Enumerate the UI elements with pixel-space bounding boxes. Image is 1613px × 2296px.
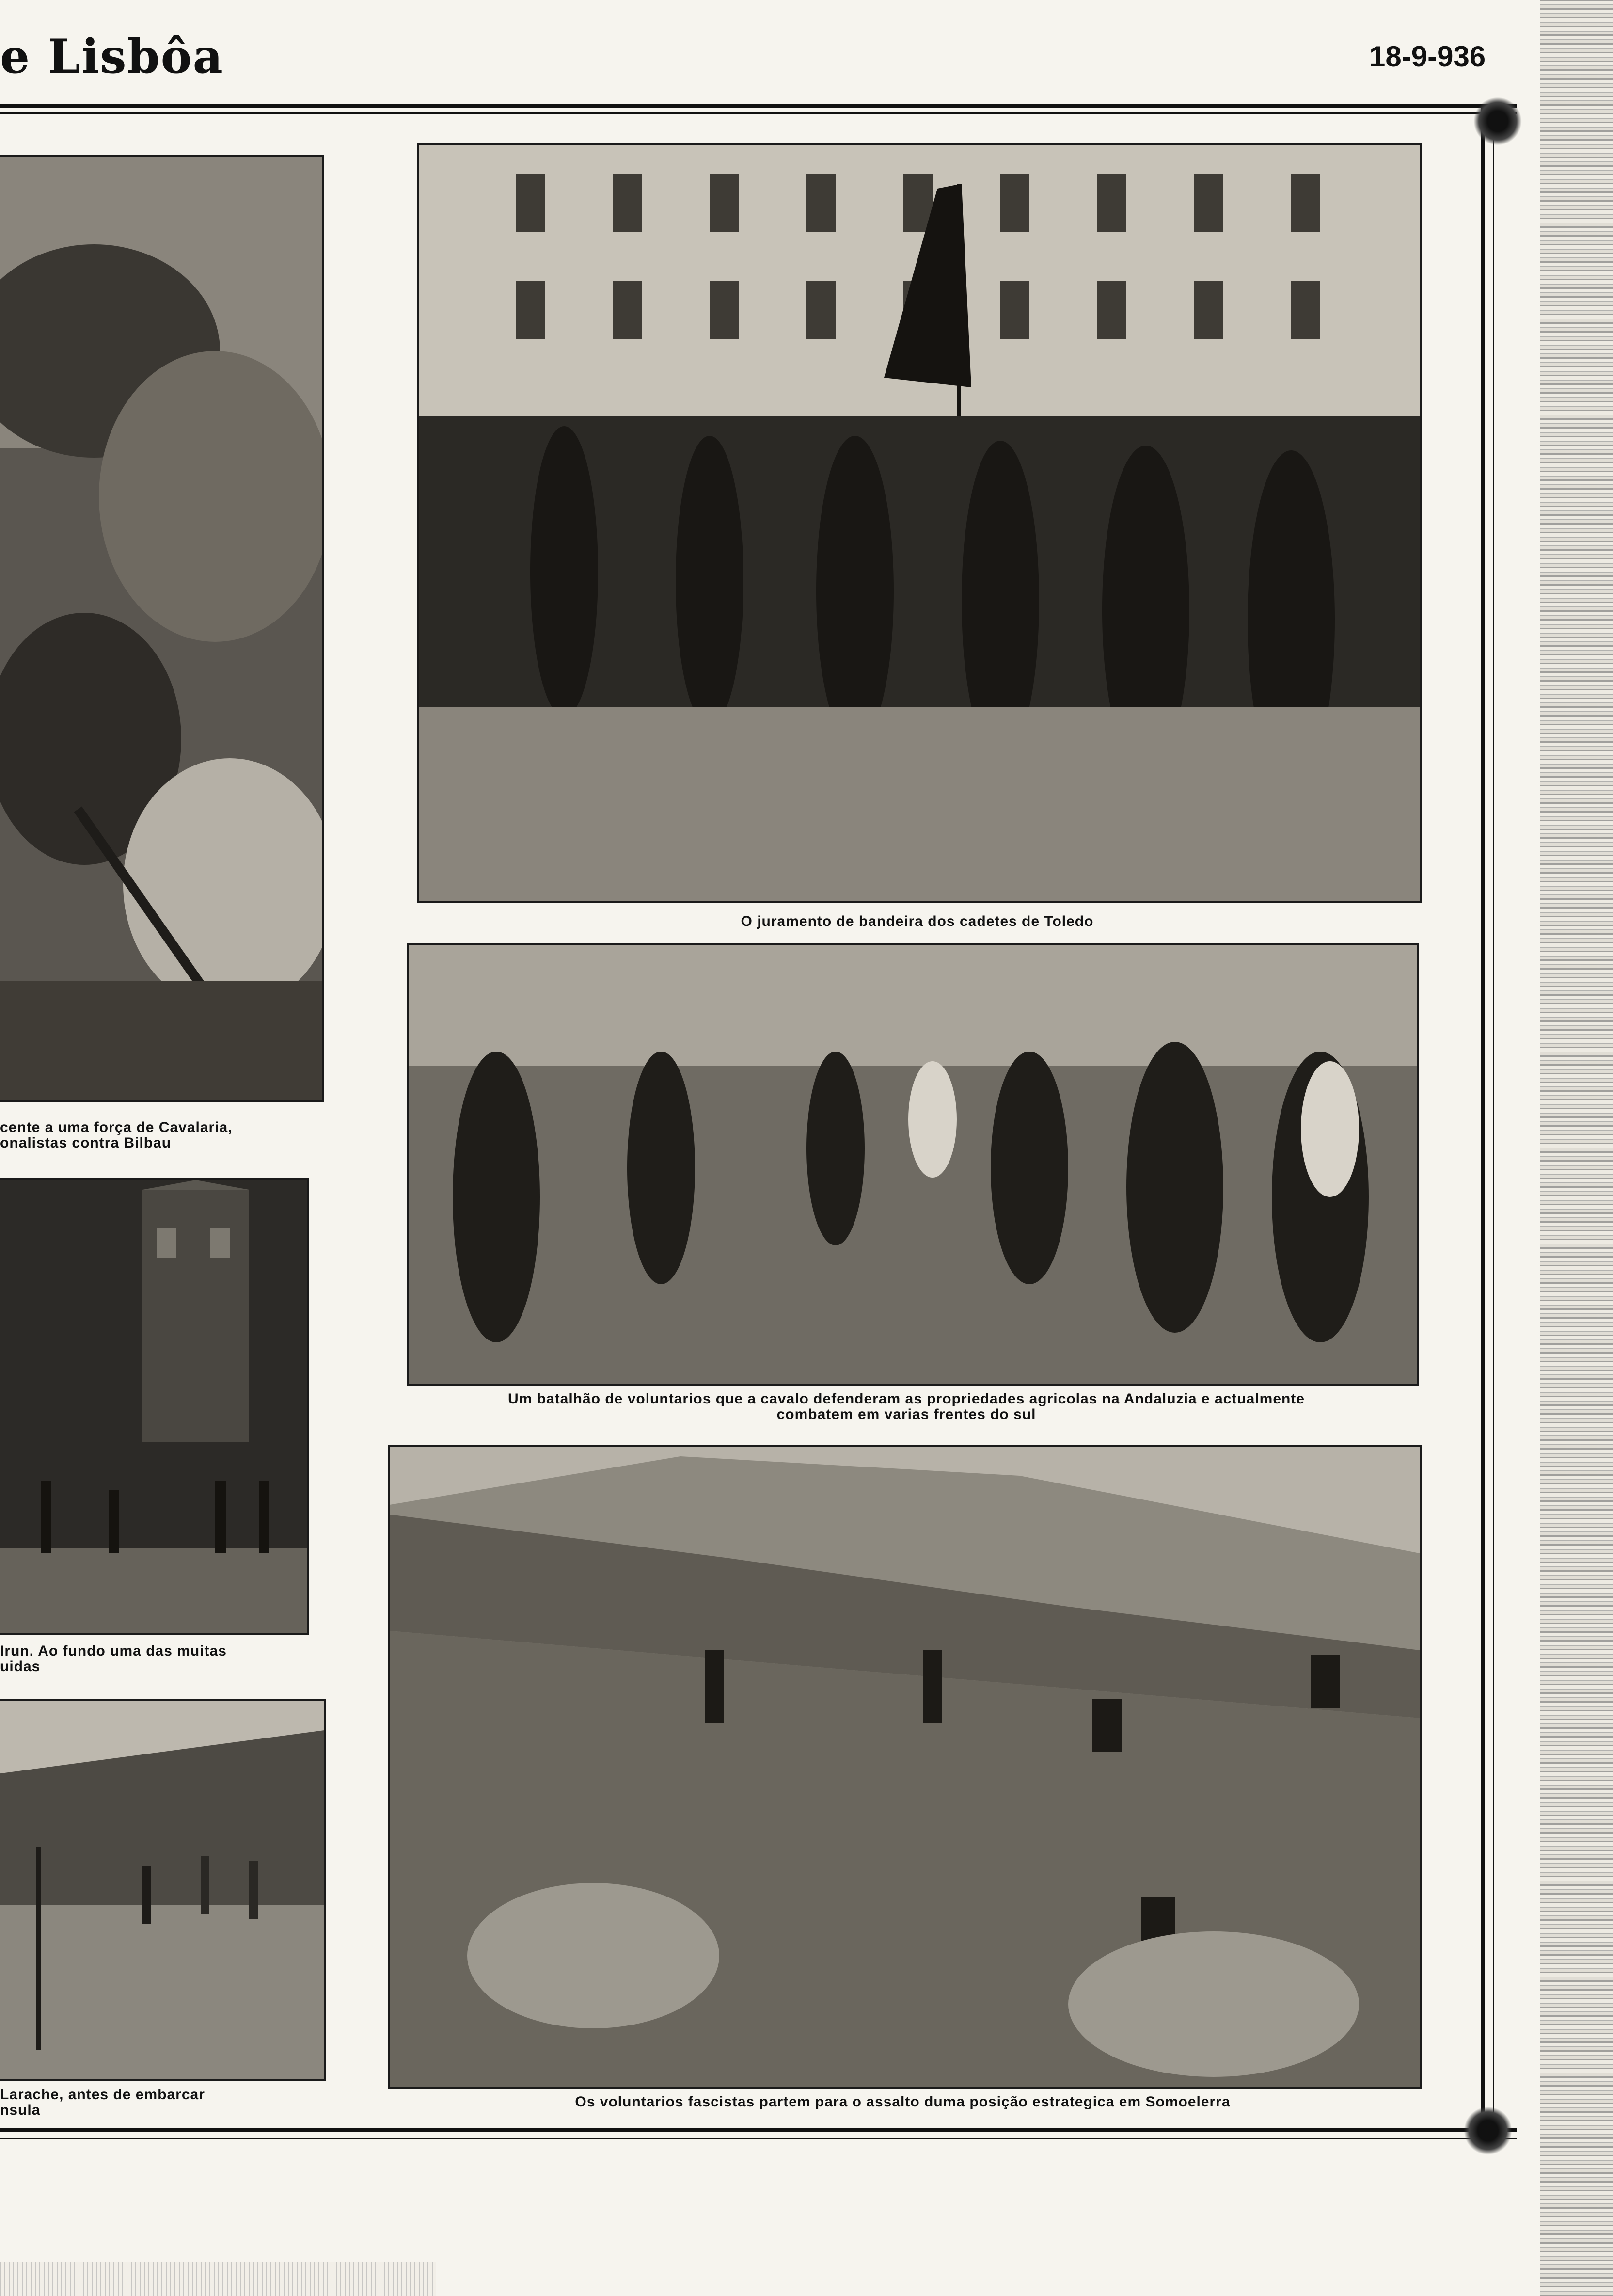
caption-cavalry-line1: cente a uma força de Cavalaria, [0,1119,233,1135]
top-rule [0,104,1517,108]
caption-irun-line1: Irun. Ao fundo uma das muitas [0,1643,227,1659]
caption-somosierra-assault: Os voluntarios fascistas partem para o assalto duma posição estrategica em Somoelerra [575,2094,1231,2110]
caption-cavalry [0,1120,310,1151]
caption-toledo-cadets: O juramento de bandeira dos cadetes de Toledo [741,913,1094,929]
photo-mounted-volunteers [407,943,1419,1386]
right-rule [1481,104,1485,2131]
caption-larache [0,2087,310,2118]
issue-date: 18-9-936 [1369,40,1486,73]
caption-larache-line2: nsula [0,2102,41,2118]
photo-toledo-cadets [417,143,1422,903]
corner-ornament-bottom [1464,2106,1512,2155]
caption-mounted-volunteers [395,1391,1418,1422]
photo-somosierra-assault [388,1445,1422,2089]
corner-ornament-top [1473,97,1522,145]
right-rule-thin [1493,104,1494,2131]
photo-larache [0,1699,326,2081]
photo-irun [0,1178,309,1635]
photo-cavalry-soldiers [0,155,324,1102]
caption-irun-line2: uidas [0,1658,41,1674]
paper-edge-right [1540,0,1613,2296]
caption-mounted-volunteers-line1: Um batalhão de voluntarios que a cavalo defenderam as propriedades agricolas na Andaluzia e actualmente [507,1391,1305,1407]
caption-mounted-volunteers-line2: combatem em varias frentes do sul [776,1406,1036,1422]
top-rule-thin [0,112,1517,114]
caption-irun [0,1643,310,1674]
bottom-rule [0,2128,1517,2132]
bottom-rule-thin [0,2138,1517,2139]
caption-cavalry-line2: onalistas contra Bilbau [0,1135,172,1151]
paper-edge-bottom [0,2262,436,2296]
caption-larache-line1: Larache, antes de embarcar [0,2087,205,2103]
masthead-title: e Lisbôa [0,29,224,84]
